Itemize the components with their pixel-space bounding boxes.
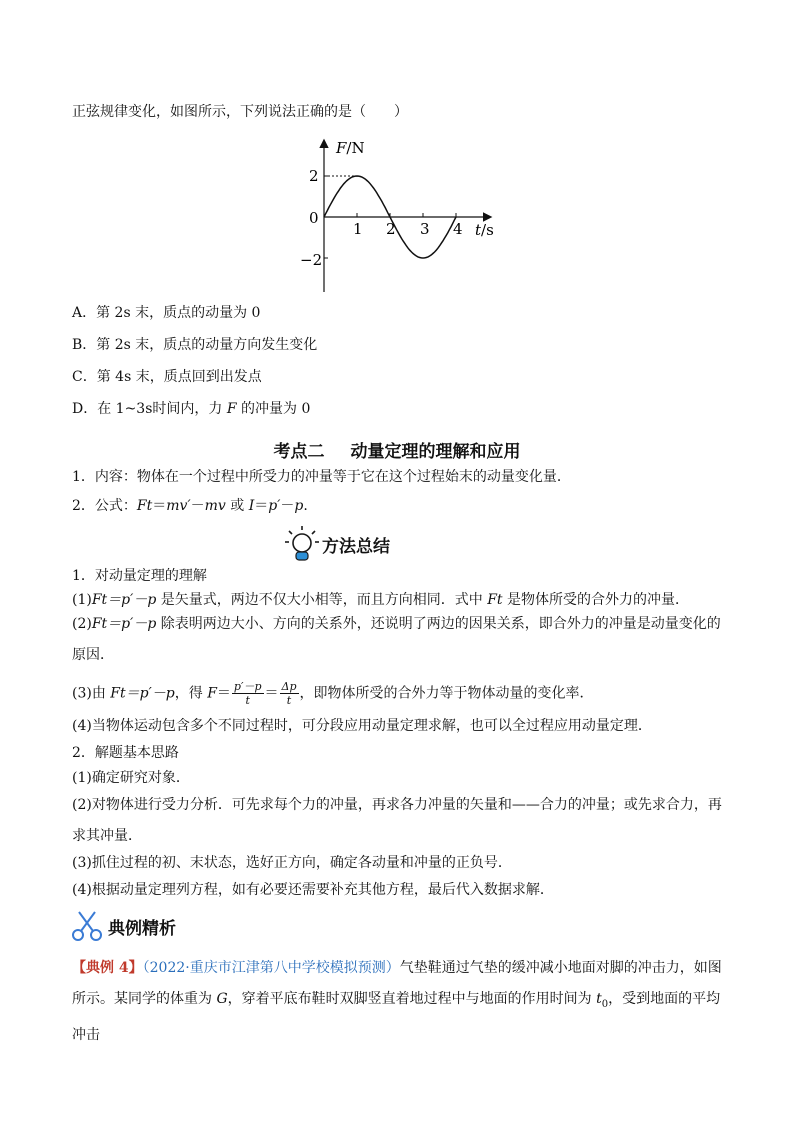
example-4-text: 【典例 4】（2022·重庆市江津第八中学校模拟预测）气垫鞋通过气垫的缓冲减小地面对脚的冲击力，如图所示。某同学的体重为 G，穿着平底布鞋时双脚竖直着地过程中与地面的作用时间为 $t_0$，受到地面的平均冲击 [72,960,722,1043]
question-intro: 正弦规律变化，如图所示，下列说法正确的是（ ） [72,104,408,120]
step-1: (1)确定研究对象． [72,770,190,786]
content-formula: 2．公式：Ft＝mv′－mv 或 I＝p′－p. [72,498,308,514]
force-time-graph [300,135,500,300]
option-b[interactable]: B．第 2s 末，质点的动量方向发生变化 [72,337,318,353]
lightbulb-icon [284,525,320,563]
scissors-icon [70,909,104,943]
fraction-p-change: $\frac{p'-p}{t}$ [233,680,262,707]
y-axis-label: F/N [336,139,365,157]
example-label: 典例精析 [108,918,176,939]
y-tick-label-neg: −2 [300,251,323,269]
method-item-1: (1)Ft＝p′－p 是矢量式，两边不仅大小相等，而且方向相同．式中 Ft 是物体所受的合外力的冲量． [72,592,689,608]
fraction-delta-p: $\frac{\Delta p}{t}$ [281,680,297,707]
option-c[interactable]: C．第 4s 末，质点回到出发点 [72,369,262,385]
content-definition: 1．内容：物体在一个过程中所受力的冲量等于它在这个过程始末的动量变化量． [72,469,571,485]
section-title: 考点二 动量定理的理解和应用 [273,442,521,462]
option-a[interactable]: A．第 2s 末，质点的动量为 0 [72,305,261,321]
y-tick-label-pos: 2 [309,167,319,185]
method-item-4: (4)当物体运动包含多个不同过程时，可分段应用动量定理求解，也可以全过程应用动量定理． [72,718,652,734]
x-axis-label: t/s [475,221,494,239]
x-tick-label-4: 4 [453,220,463,238]
x-tick-label-2: 2 [386,220,396,238]
method-heading-1: 1．对动量定理的理解 [72,568,207,584]
method-summary-label: 方法总结 [322,536,390,557]
method-summary-banner [284,525,390,563]
step-4: (4)根据动量定理列方程，如有必要还需要补充其他方程，最后代入数据求解． [72,882,554,898]
origin-label: 0 [309,209,319,227]
method-heading-2: 2．解题基本思路 [72,745,179,761]
x-tick-label-3: 3 [420,220,430,238]
step-3: (3)抓住过程的初、末状态，选好正方向，确定各动量和冲量的正负号． [72,855,512,871]
example-banner [70,909,176,943]
x-tick-label-1: 1 [353,220,363,238]
step-2: (2)对物体进行受力分析．可先求每个力的冲量，再求各力冲量的矢量和——合力的冲量；或先求合力，再求其冲量． [72,797,722,844]
example-source: （2022·重庆市江津第八中学校模拟预测） [142,960,400,976]
method-item-3: (3)由 Ft＝p′－p，得 F＝ $\frac{p'-p}{t}$ ＝ $\frac{\Delta p}{t}$ ，即物体所受的合外力等于物体动量的变化率． [72,680,594,707]
option-d[interactable]: D．在 1~3s时间内，力 F 的冲量为 0 [72,401,311,417]
method-item-2: (2)Ft＝p′－p 除表明两边大小、方向的关系外，还说明了两边的因果关系，即合外力的冲量是动量变化的原因． [72,616,721,663]
example-tag: 【典例 4】 [72,960,143,976]
